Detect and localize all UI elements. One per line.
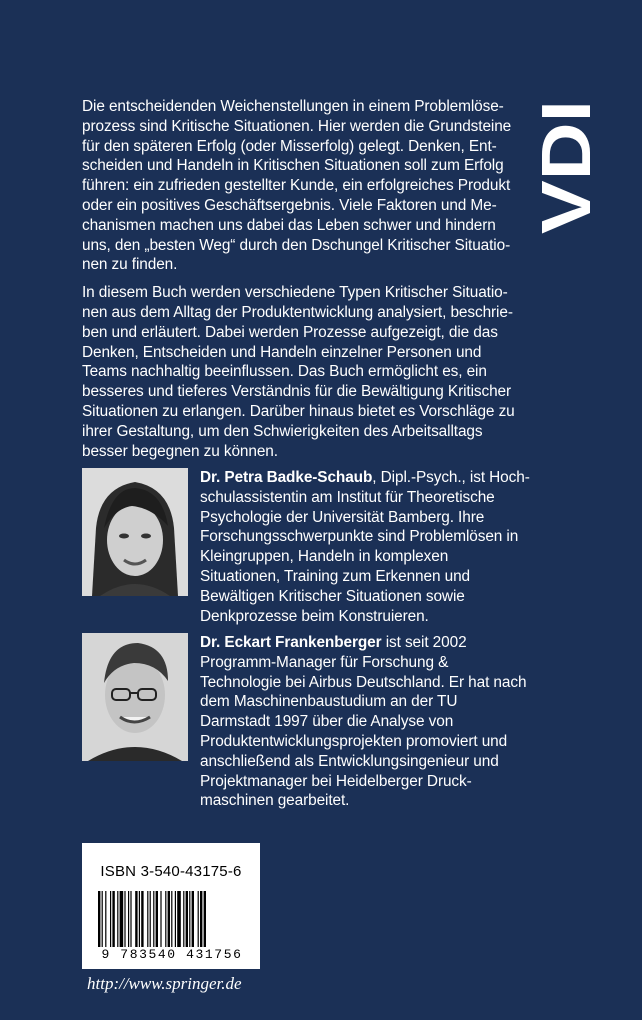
author-bio-text-2: ist seit 2002 Programm-Manager für Forschung & Technologie bei Airbus Deutschland. Er hat nach dem Maschinenbaustudium an der TU Darmstadt 1997 über die Analyse von Produktentwicklungsprojekten promoviert und anschließend als Entwicklungsingenieur und Projektmanager bei Heidelberger Druckmaschinen gearbeitet. — [200, 634, 527, 810]
author-bio-1 — [200, 468, 530, 626]
author-bio-text-1: , Dipl.-Psych., ist Hochschulassistentin am Institut für Theoretische Psychologie der Universität Bamberg. Ihre Forschungsschwerpunkte sind Problemlösen in Kleingruppen, Handeln in komplexen Situationen, Training zum Erkennen und Bewältigen Kritischer Situationen sowie Denkprozesse beim Konstruieren. — [200, 469, 530, 625]
author-photo-1 — [82, 468, 188, 596]
barcode — [98, 891, 244, 947]
vdi-logo — [527, 99, 605, 235]
author-name-1: Dr. Petra Badke-Schaub — [200, 469, 373, 486]
intro-paragraph-2: In diesem Buch werden verschiedene Typen Kritischer Situationen aus dem Alltag der Produktentwicklung analysiert, beschrieben und erläutert. Dabei werden Prozesse aufgezeigt, die das Denken, Entscheiden und Handeln einzelner Personen und Teams nachhaltig beeinflussen. Das Buch ermöglicht es, ein besseres und tieferes Verständnis für die Bewältigung Kritischer Situationen zu erlangen. Darüber hinaus bietet es Vorschläge zu ihrer Gestaltung, um den Schwierigkeiten des Arbeitsalltags besser begegnen zu können. — [82, 284, 515, 460]
isbn-box — [82, 843, 260, 969]
intro-paragraph-1: Die entscheidenden Weichenstellungen in einem Problemlöseprozess sind Kritische Situationen. Hier werden die Grundsteine für den späteren Erfolg (oder Misserfolg) gelegt. Denken, Entscheiden und Handeln in Kritischen Situationen soll zum Erfolg führen: ein zufrieden gestellter Kunde, ein erfolgreiches Produkt oder ein positives Geschäftsergebnis. Viele Faktoren und Mechanismen machen uns dabei das Leben schwer und hindern uns, den „besten Weg“ durch den Dschungel Kritischer Situationen zu finden. — [82, 98, 512, 274]
author-name-2: Dr. Eckart Frankenberger — [200, 634, 382, 651]
vdi-logo-text: VDI — [527, 117, 605, 234]
barcode-digits: 9 783540 431756 — [101, 947, 243, 962]
isbn-label: ISBN 3-540-43175-6 — [100, 863, 242, 880]
author-bio-2 — [200, 633, 530, 811]
author-photo-2 — [82, 633, 188, 761]
publisher-url[interactable]: http://www.springer.de — [87, 974, 242, 993]
intro-text — [82, 97, 522, 469]
